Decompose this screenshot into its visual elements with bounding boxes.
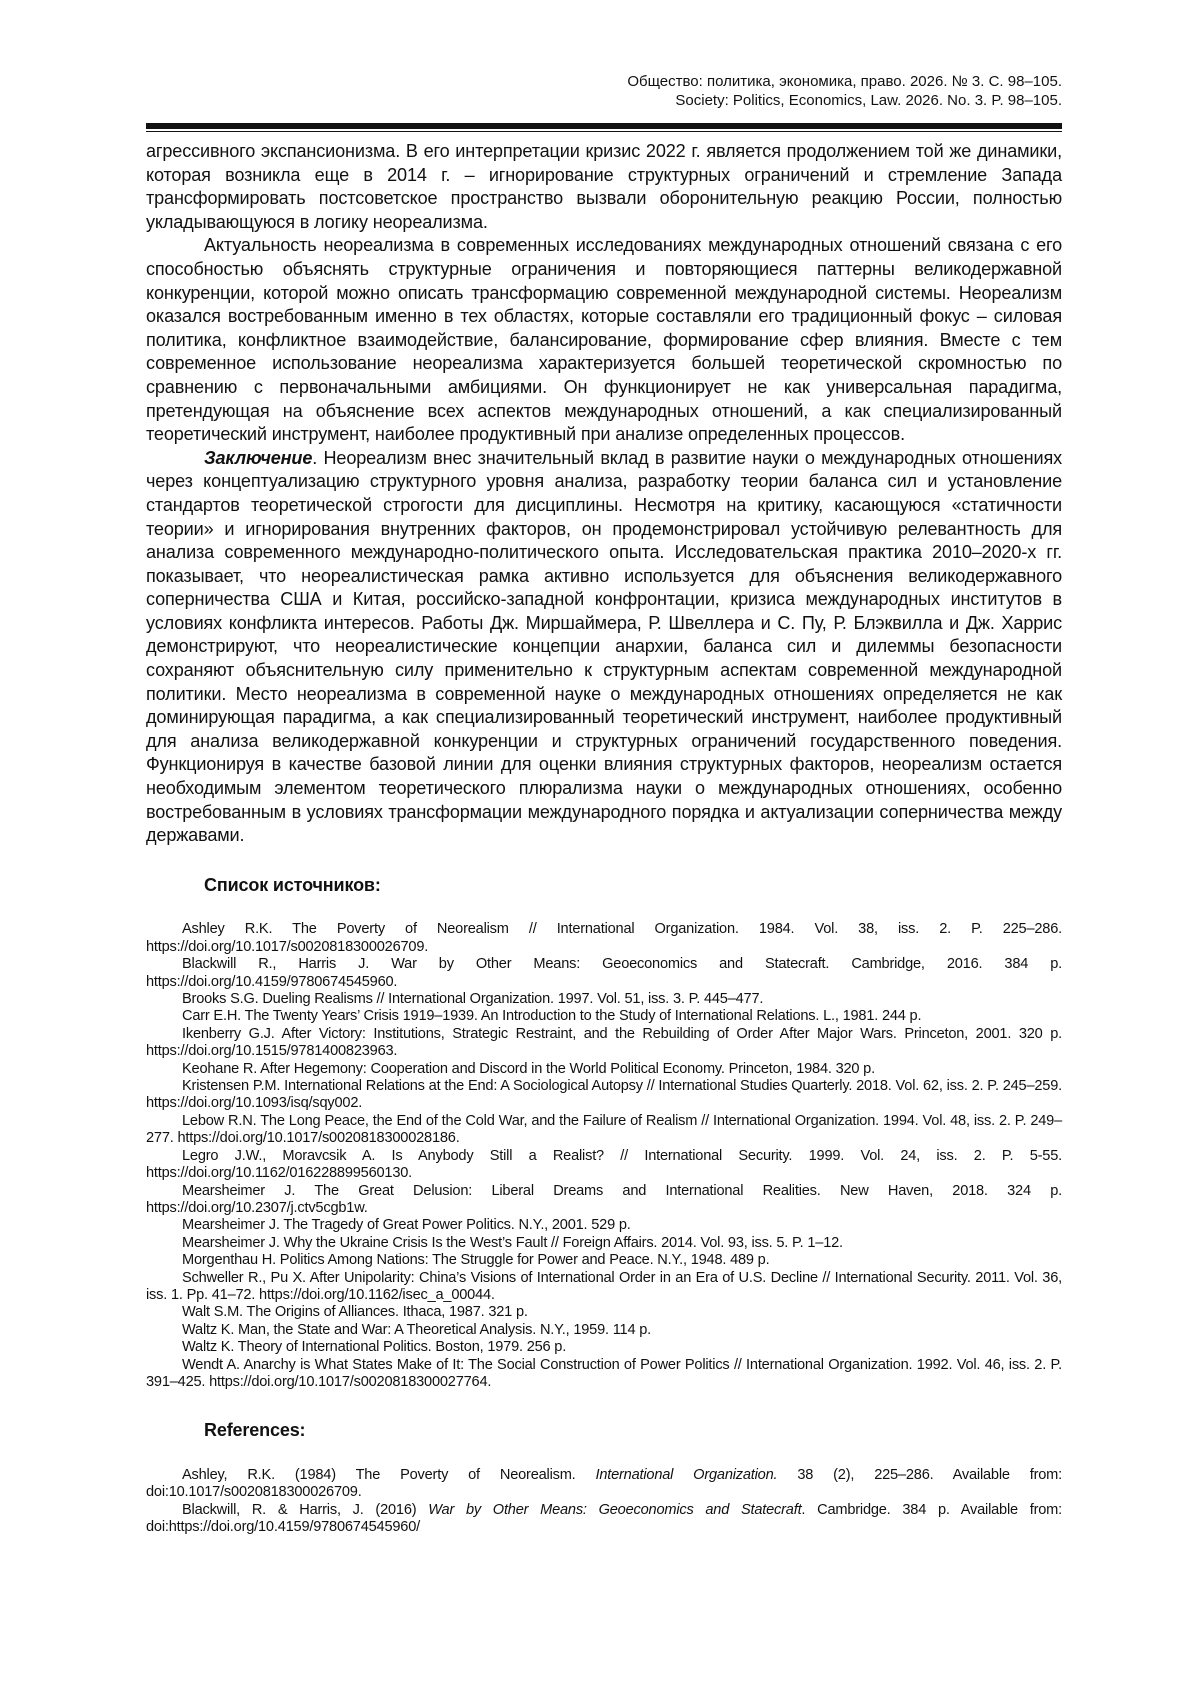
source-item: Waltz K. Man, the State and War: A Theoretical Analysis. N.Y., 1959. 114 p.: [182, 1321, 652, 1338]
header-rule-thick: [146, 123, 1062, 129]
header-rule-thin: [146, 131, 1062, 132]
source-item: Ashley R.K. The Poverty of Neorealism // International Organization. 1984. Vol. 38, iss. 2. P. 225–286. https://doi.org/10.1017/s0020818300026709.: [146, 921, 1062, 955]
source-item: Morgenthau H. Politics Among Nations: The Struggle for Power and Peace. N.Y., 1948. 489 p.: [182, 1252, 770, 1269]
source-item: Legro J.W., Moravcsik A. Is Anybody Still a Realist? // International Security. 1999. Vol. 24, iss. 2. P. 5-55. https://doi.org/10.1162/016228899560130.: [146, 1147, 1062, 1182]
source-item: Mearsheimer J. The Great Delusion: Liberal Dreams and International Realities. New Haven, 2018. 324 p. https://doi.org/10.2307/j.ctv5cgb1w.: [146, 1182, 1062, 1216]
source-item: Schweller R., Pu X. After Unipolarity: China’s Visions of International Order in an Era of U.S. Decline // International Security. 2011. Vol. 36, iss. 1. Pp. 41–72. https://doi.org/10.1162/isec_a_00044.: [146, 1269, 1062, 1303]
sources-heading: Список источников:: [204, 874, 381, 895]
article-body: [146, 140, 1062, 1537]
source-item: Wendt A. Anarchy is What States Make of It: The Social Construction of Power Politics // International Organization. 1992. Vol. 46, iss. 2. P. 391–425. https://doi.org/10.1017/s0020818300027764.: [146, 1356, 1062, 1390]
paragraph-conclusion: [146, 447, 1062, 848]
source-item: Kristensen P.M. International Relations at the End: A Sociological Autopsy // International Studies Quarterly. 2018. Vol. 62, iss. 2. P. 245–259. https://doi.org/10.1093/isq/sqy002.: [146, 1078, 1062, 1112]
conclusion-text: . Неореализм внес значительный вклад в развитие науки о международных отношениях через концептуализацию структурного уровня анализа, разработку теории баланса сил и установление стандартов теоретической строгости для дисциплины. Несмотря на критику, касающуюся «статичности теории» и игнорирования внутренних факторов, он продемонстрировал устойчивую релевантность для анализа современного международно-политического опыта. Исследовательская практика 2010–2020-х гг. показывает, что неореалистическая рамка активно используется для объяснения великодержавного соперничества США и Китая, российско-западной конфронтации, кризиса международных институтов в условиях конфликта интересов. Работы Дж. Миршаймера, Р. Швеллера и С. Пу, Р. Блэквилла и Дж. Харрис демонстрируют, что неореалистические концепции анархии, баланса сил и дилеммы безопасности сохраняют объяснительную силу применительно к структурным аспектам современной международной политики. Место неореализма в современной науке о международных отношениях определяется не как доминирующая парадигма, а как специализированный теоретический инструмент, наиболее продуктивный для анализа великодержавной конкуренции и структурных ограничений государственного поведения. Функционируя в качестве базовой линии для оценки влияния структурных факторов, неореализм остается необходимым элементом теоретического плюрализма науки о международных отношениях, особенно востребованным в условиях трансформации международного порядка и актуализации соперничества между державами.: [146, 447, 1062, 846]
sources-list: [146, 921, 1062, 1391]
header-line-en: Society: Politics, Economics, Law. 2026. No. 3. P. 98–105.: [675, 92, 1062, 109]
conclusion-lead: Заключение: [204, 447, 313, 468]
reference-item: Blackwill, R. & Harris, J. (2016) War by Other Means: Geoeconomics and Statecraft. Cambridge. 384 p. Available from: doi:https://doi.org/10.4159/9780674545960/: [146, 1501, 1062, 1536]
references-heading: References:: [204, 1420, 306, 1441]
source-item: Mearsheimer J. Why the Ukraine Crisis Is the West’s Fault // Foreign Affairs. 2014. Vol. 93, iss. 5. P. 1–12.: [182, 1234, 843, 1251]
source-item: Blackwill R., Harris J. War by Other Means: Geoeconomics and Statecraft. Cambridge, 2016. 384 p. https://doi.org/10.4159/9780674545960.: [146, 956, 1062, 990]
paragraph-1: агрессивного экспансионизма. В его интерпретации кризис 2022 г. является продолжением той же динамики, которая возникла еще в 2014 г. – игнорирование структурных ограничений и стремление Запада трансформировать постсоветское пространство вызвали оборонительную реакцию России, полностью укладывающуюся в логику неореализма.: [146, 141, 1062, 232]
source-item: Brooks S.G. Dueling Realisms // International Organization. 1997. Vol. 51, iss. 3. P. 445–477.: [182, 991, 764, 1008]
source-item: Walt S.M. The Origins of Alliances. Ithaca, 1987. 321 p.: [182, 1304, 528, 1321]
source-item: Carr E.H. The Twenty Years’ Crisis 1919–1939. An Introduction to the Study of International Relations. L., 1981. 244 p.: [182, 1008, 922, 1025]
source-item: Keohane R. After Hegemony: Cooperation and Discord in the World Political Economy. Princeton, 1984. 320 p.: [182, 1060, 875, 1077]
paragraph-2: Актуальность неореализма в современных исследованиях международных отношений связана с его способностью объяснять структурные ограничения и повторяющиеся паттерны великодержавной конкуренции, которой можно описать трансформацию современной международной системы. Неореализм оказался востребованным именно в тех областях, которые составляли его традиционный фокус – силовая политика, конфликтное взаимодействие, балансирование, формирование сфер влияния. Вместе с тем современное использование неореализма характеризуется большей теоретической скромностью по сравнению с первоначальными амбициями. Он функционирует не как универсальная парадигма, претендующая на объяснение всех аспектов международных отношений, а как специализированный теоретический инструмент, наиболее продуктивный при анализе определенных процессов.: [146, 235, 1062, 445]
running-header: [627, 72, 1062, 110]
source-item: Mearsheimer J. The Tragedy of Great Power Politics. N.Y., 2001. 529 p.: [182, 1217, 631, 1234]
reference-item: Ashley, R.K. (1984) The Poverty of Neorealism. International Organization. 38 (2), 225–286. Available from: doi:10.1017/s0020818300026709.: [146, 1466, 1062, 1501]
source-item: Ikenberry G.J. After Victory: Institutions, Strategic Restraint, and the Rebuilding of Order After Major Wars. Princeton, 2001. 320 p. https://doi.org/10.1515/9781400823963.: [146, 1025, 1062, 1060]
source-item: Lebow R.N. The Long Peace, the End of the Cold War, and the Failure of Realism // International Organization. 1994. Vol. 48, iss. 2. P. 249–277. https://doi.org/10.1017/s0020818300028186.: [146, 1112, 1062, 1147]
references-list: [146, 1467, 1062, 1537]
header-line-ru: Общество: политика, экономика, право. 2026. № 3. С. 98–105.: [627, 73, 1062, 90]
source-item: Waltz K. Theory of International Politics. Boston, 1979. 256 p.: [182, 1339, 567, 1356]
